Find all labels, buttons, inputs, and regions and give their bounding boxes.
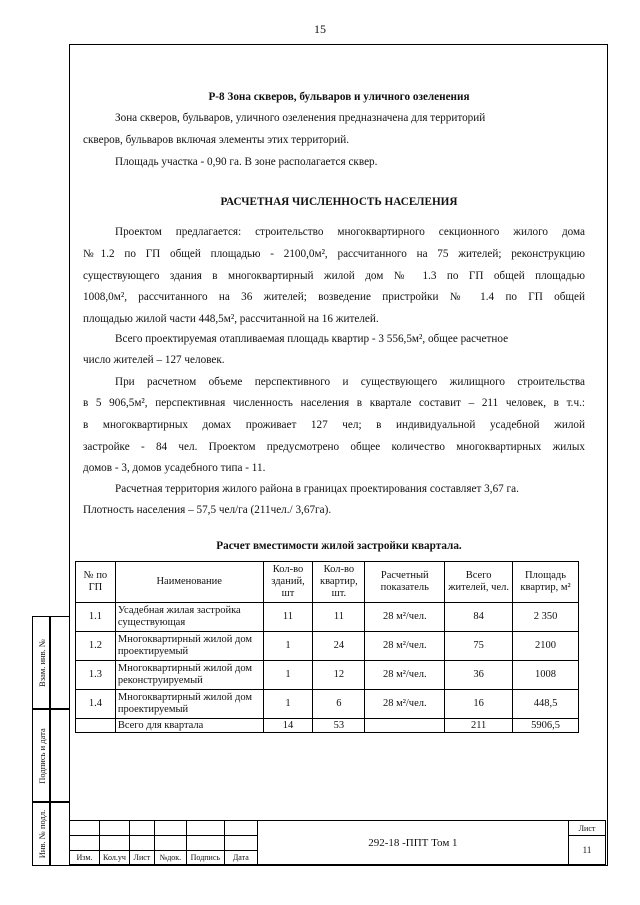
para2-line-2: число жителей – 127 человек. [83,354,225,366]
stamp-col-ndok: №док. [154,851,186,865]
total-apartments: 53 [313,719,365,733]
cell-buildings: 11 [263,603,313,632]
cell-no: 1.2 [76,632,116,661]
total-area: 5906,5 [513,719,579,733]
table-row [76,690,579,719]
cell-apartments: 11 [313,603,365,632]
header-apartments: Кол-во квартир, шт. [313,562,365,603]
header-residents: Всего жителей, чел. [445,562,513,603]
cell-area: 2100 [513,632,579,661]
cell-rate: 28 м²/чел. [365,632,445,661]
total-residents: 211 [445,719,513,733]
cell-no: 1.4 [76,690,116,719]
cell-area: 2 350 [513,603,579,632]
para2-line-1: Всего проектируемая отапливаемая площадь квартир - 3 556,5м², общее расчетное [115,333,509,345]
population-heading: РАСЧЕТНАЯ ЧИСЛЕННОСТЬ НАСЕЛЕНИЯ [220,196,458,208]
cell-name: Многоквартирный жилой дом реконструируемый [115,661,263,690]
sidebar-vzam-label: Взам. инв. № [36,639,47,687]
table-row [76,603,579,632]
table-row [76,661,579,690]
section-heading: Р-8 Зона скверов, бульваров и уличного озеленения [208,91,470,103]
cell-buildings: 1 [263,632,313,661]
table-row [76,632,579,661]
sidebar-podpis-label: Подпись и дата [36,727,47,784]
list-number: 11 [568,836,605,865]
cell-apartments: 12 [313,661,365,690]
section-line-2: скверов, бульваров включая элементы этих территорий. [83,134,350,146]
header-area: Площадь квартир, м² [513,562,579,603]
table-total-row [76,719,579,733]
cell-area: 1008 [513,661,579,690]
stamp-col-data: Дата [224,851,257,865]
cell-no: 1.3 [76,661,116,690]
para1-line-2: №1.2 по ГП общей площадью - 2100,0м², рассчитанного на 75 жителей; реконструкцию [83,248,585,260]
table-caption: Расчет вместимости жилой застройки квартала. [216,540,462,552]
para4-line-1: Расчетная территория жилого района в границах проектирования составляет 3,67 га. [115,483,519,495]
cell-rate: 28 м²/чел. [365,690,445,719]
cell-area: 448,5 [513,690,579,719]
stamp-col-list: Лист [129,851,154,865]
stamp-col-podpis: Подпись [186,851,224,865]
para1-line-3: существующего здания в многоквартирный жилой дом № 1.3 по ГП общей площадью [83,270,585,282]
cell-residents: 16 [445,690,513,719]
cell-buildings: 1 [263,690,313,719]
cell-name: Многоквартирный жилой дом проектируемый [115,690,263,719]
stamp-col-izm: Изм. [70,851,100,865]
cell-no: 1.1 [76,603,116,632]
cell-rate: 28 м²/чел. [365,661,445,690]
total-label: Всего для квартала [115,719,263,733]
cell-buildings: 1 [263,661,313,690]
sidebar-inv-label: Инв. № подл. [36,809,47,858]
para3-line-1: При расчетном объеме перспективного и существующего жилищного строительства [115,376,585,388]
header-buildings: Кол-во зданий, шт [263,562,313,603]
total-buildings: 14 [263,719,313,733]
cell-name: Усадебная жилая застройка существующая [115,603,263,632]
para3-line-2: в 5 906,5м², перспективная численность населения в квартале составит – 211 человек, в т.ч.: [83,397,585,409]
section-line-3: Площадь участка - 0,90 га. В зоне располагается сквер. [115,156,378,168]
para1-line-1: Проектом предлагается: строительство многоквартирного секционного жилого дома [115,226,585,238]
cell-rate: 28 м²/чел. [365,603,445,632]
para4-line-2: Плотность населения – 57,5 чел/га (211чел./ 3,67га). [83,504,332,516]
cell-apartments: 24 [313,632,365,661]
cell-residents: 84 [445,603,513,632]
page-number: 15 [314,22,326,36]
para3-line-3: в многоквартирных домах проживает 127 чел; в индивидуальной усадебной жилой [83,419,585,431]
cell-name: Многоквартирный жилой дом проектируемый [115,632,263,661]
header-name: Наименование [115,562,263,603]
cell-residents: 75 [445,632,513,661]
cell-apartments: 6 [313,690,365,719]
header-rate: Расчетный показатель [365,562,445,603]
list-label: Лист [568,821,605,836]
para3-line-5: домов - 3, домов усадебного типа - 11. [83,462,266,474]
stamp-col-kol: Кол.уч [99,851,129,865]
para1-line-5: площадью жилой части 448,5м², рассчитанной на 16 жителей. [83,313,379,325]
cell-residents: 36 [445,661,513,690]
section-line-1: Зона скверов, бульваров, уличного озеленения предназначена для территорий [115,112,486,124]
table-header-row [76,562,579,603]
para1-line-4: 1008,0м², рассчитанного на 36 жителей; возведение пристройки № 1.4 по ГП общей [83,291,585,303]
document-code: 292-18 -ППТ Том 1 [257,821,568,865]
capacity-table [75,561,579,733]
para3-line-4: застройке - 84 чел. Проектом предусмотрено общее количество многоквартирных жилых [83,441,585,453]
header-no: № по ГП [76,562,116,603]
title-block [69,820,606,865]
